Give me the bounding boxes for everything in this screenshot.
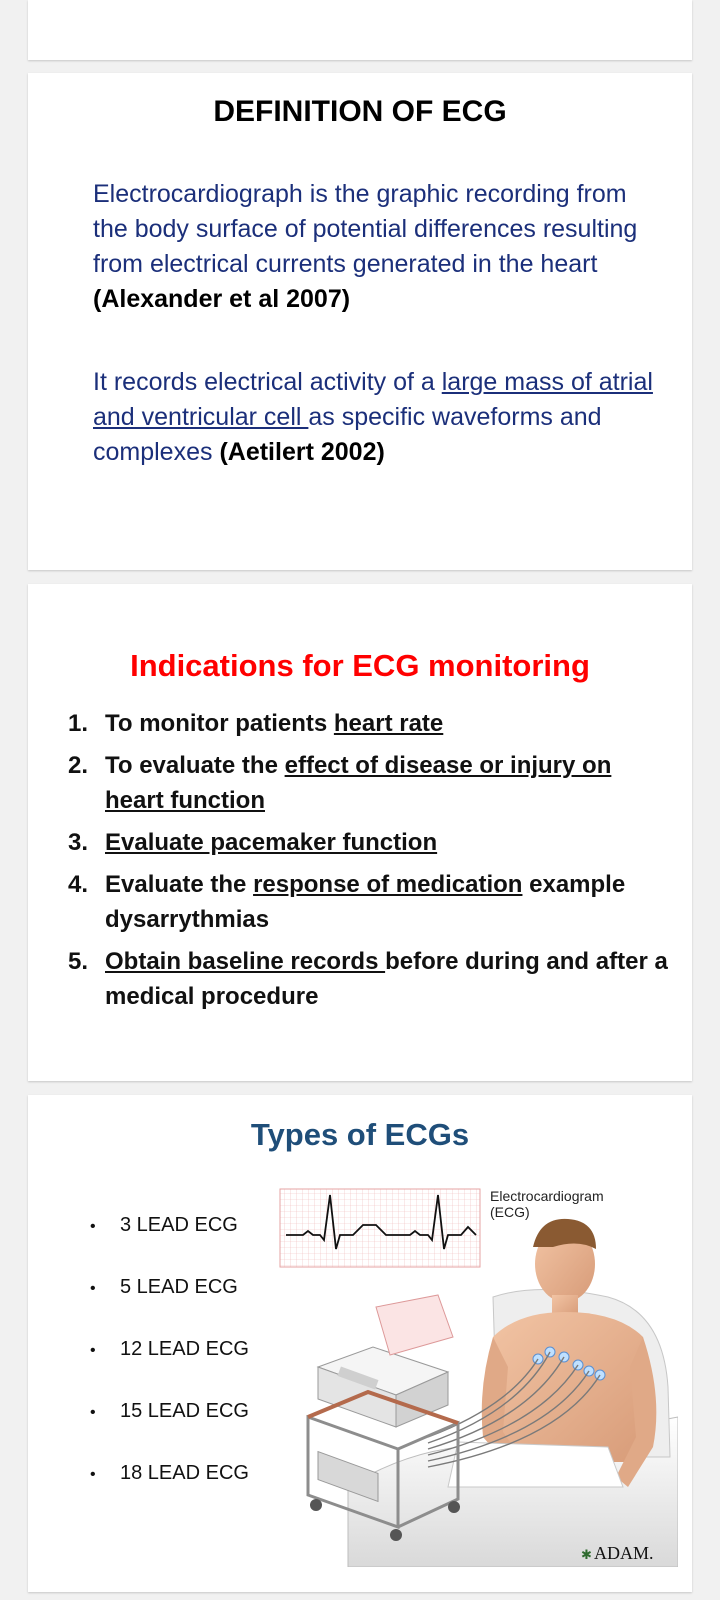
- list-item: [90, 1453, 249, 1515]
- item-text-underlined: effect of disease or injury on heart function: [105, 752, 612, 814]
- item-number: 1.: [68, 710, 89, 737]
- records-paragraph: [93, 365, 653, 470]
- item-number: 5.: [68, 948, 89, 975]
- bullet-icon: •: [90, 1404, 96, 1421]
- item-number: 2.: [68, 752, 89, 779]
- bullet-icon: •: [90, 1342, 96, 1359]
- ecg-illustration: [278, 1187, 678, 1567]
- definition-text: Electrocardiograph is the graphic recording from the body surface of potential differences resulting from electrical currents generated in the heart: [93, 180, 638, 278]
- figure-label-line2: (ECG): [490, 1204, 530, 1220]
- type-label: 15 LEAD ECG: [120, 1400, 249, 1422]
- list-item: [68, 748, 668, 818]
- bullet-icon: •: [90, 1466, 96, 1483]
- slide-title: Types of ECGs: [250, 1117, 470, 1152]
- list-item: [90, 1267, 249, 1329]
- item-text: [105, 748, 668, 818]
- item-text-underlined: heart rate: [333, 710, 444, 737]
- records-text-start: It records electrical activity of a: [93, 368, 442, 396]
- brand-text: ADAM.: [594, 1543, 654, 1563]
- records-underlined-text: large mass of atrial and ventricular cell: [93, 368, 653, 431]
- list-item: [90, 1391, 249, 1453]
- bullet-icon: •: [90, 1280, 96, 1297]
- records-text-end: as specific waveforms and complexes: [93, 403, 602, 466]
- bullet-icon: •: [90, 1218, 96, 1235]
- list-item: [90, 1329, 249, 1391]
- type-label: 3 LEAD ECG: [120, 1214, 238, 1236]
- ecg-strip: [280, 1189, 480, 1267]
- slide-title: DEFINITION OF ECG: [213, 95, 507, 128]
- list-item: [68, 944, 668, 1014]
- list-item: [68, 825, 668, 860]
- item-text-underlined: Obtain baseline records: [105, 948, 386, 975]
- indications-list: [68, 706, 668, 1021]
- item-text: [105, 706, 668, 741]
- item-number: 4.: [68, 871, 89, 898]
- slide-definition-of-ecg: [28, 73, 692, 570]
- slide-types-of-ecgs: [28, 1095, 692, 1592]
- item-text: [105, 867, 668, 937]
- definition-paragraph: [93, 177, 653, 317]
- item-text: [105, 825, 668, 860]
- list-item: [68, 867, 668, 937]
- figure-label: [490, 1188, 604, 1220]
- item-text-underlined: Evaluate pacemaker function: [105, 829, 438, 856]
- citation: (Alexander et al 2007): [93, 285, 351, 313]
- item-number: 3.: [68, 829, 89, 856]
- item-text-pre: To evaluate the: [105, 752, 285, 779]
- item-text-post: before during and after a medical procedure: [105, 948, 668, 1010]
- item-text-underlined: response of medication: [253, 871, 523, 898]
- list-item: [90, 1205, 249, 1267]
- item-text-pre: To monitor patients: [105, 710, 334, 737]
- item-text-post: example dysarrythmias: [105, 871, 626, 933]
- type-label: 18 LEAD ECG: [120, 1462, 249, 1484]
- citation: (Aetilert 2002): [219, 438, 385, 466]
- slide-title: Indications for ECG monitoring: [130, 648, 590, 683]
- ecg-types-list: [90, 1205, 249, 1515]
- slide-indications: [28, 584, 692, 1081]
- type-label: 12 LEAD ECG: [120, 1338, 249, 1360]
- type-label: 5 LEAD ECG: [120, 1276, 238, 1298]
- brand-star-icon: ✱: [581, 1547, 592, 1562]
- previous-slide-page: [28, 0, 692, 60]
- item-text-pre: Evaluate the: [105, 871, 254, 898]
- figure-label-line1: Electrocardiogram: [490, 1188, 604, 1204]
- list-item: [68, 706, 668, 741]
- item-text: [105, 944, 668, 1014]
